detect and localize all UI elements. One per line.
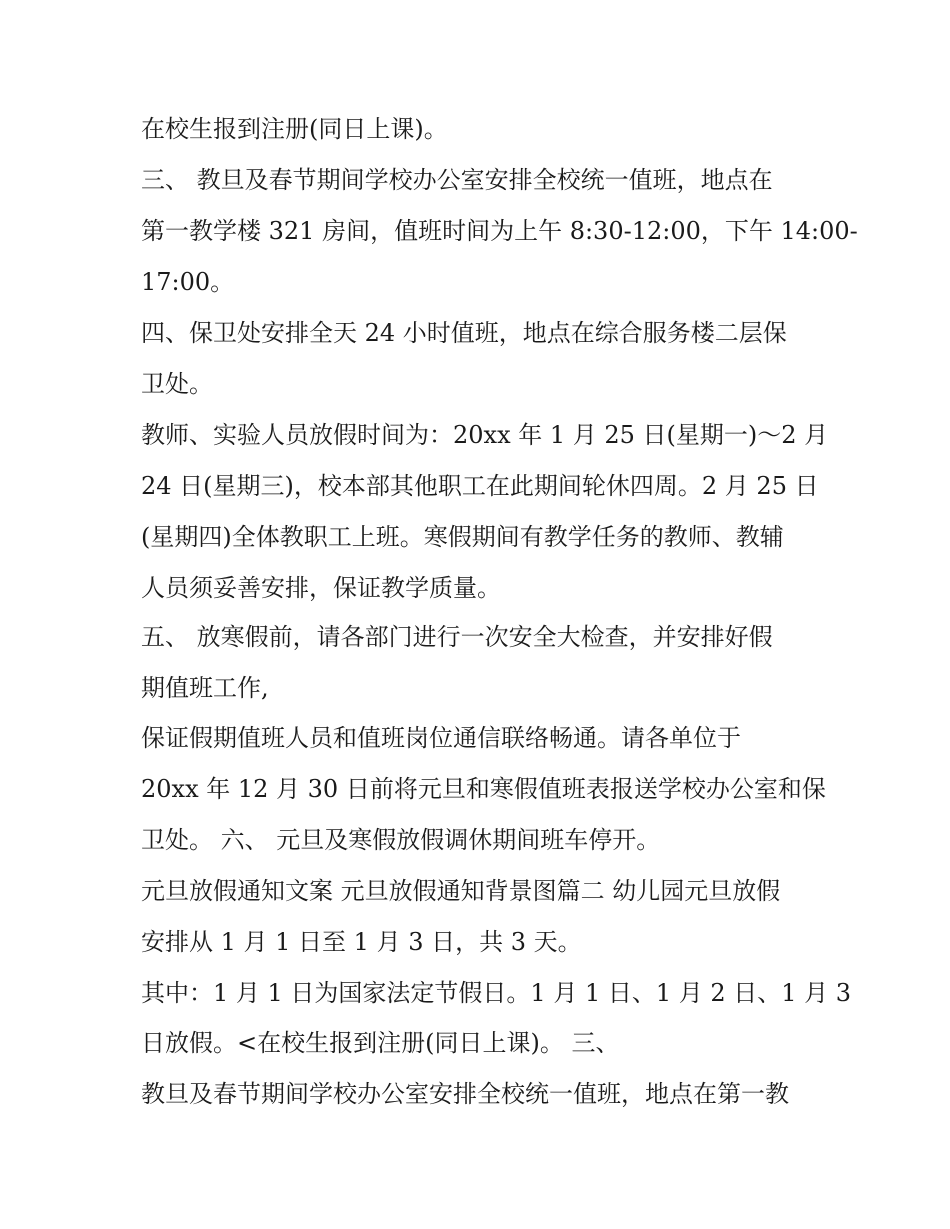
text-line: 24 日(星期三)，校本部其他职工在此期间轮休四周。2 月 25 日	[141, 472, 819, 500]
text-line: (星期四)全体教职工上班。寒假期间有教学任务的教师、教辅	[141, 523, 784, 551]
text-line: 17:00。	[141, 268, 235, 296]
text-line: 教旦及春节期间学校办公室安排全校统一值班，地点在第一教	[141, 1080, 789, 1108]
text-line: 安排从 1 月 1 日至 1 月 3 日，共 3 天。	[141, 928, 582, 956]
text-line: 卫处。 六、 元旦及寒假放假调休期间班车停开。	[141, 826, 661, 854]
text-line: 卫处。	[141, 370, 213, 398]
text-line: 元旦放假通知文案 元旦放假通知背景图篇二 幼儿园元旦放假	[141, 877, 781, 905]
text-line: 第一教学楼 321 房间，值班时间为上午 8:30-12:00，下午 14:00-	[141, 217, 858, 245]
text-line: 20xx 年 12 月 30 日前将元旦和寒假值班表报送学校办公室和保	[141, 775, 826, 803]
text-line: 日放假。<在校生报到注册(同日上课)。 三、	[141, 1029, 620, 1057]
text-line: 期值班工作,	[141, 674, 269, 702]
text-line: 三、 教旦及春节期间学校办公室安排全校统一值班，地点在	[141, 166, 773, 194]
text-line: 在校生报到注册(同日上课)。	[141, 115, 448, 143]
text-line: 教师、实验人员放假时间为：20xx 年 1 月 25 日(星期一)～2 月	[141, 421, 829, 449]
text-line: 人员须妥善安排，保证教学质量。	[141, 574, 501, 602]
text-line: 四、保卫处安排全天 24 小时值班，地点在综合服务楼二层保	[141, 319, 787, 347]
text-line: 其中：1 月 1 日为国家法定节假日。1 月 1 日、1 月 2 日、1 月 3	[141, 979, 852, 1007]
text-line: 五、 放寒假前，请各部门进行一次安全大检查，并安排好假	[141, 623, 773, 651]
text-line: 保证假期值班人员和值班岗位通信联络畅通。请各单位于	[141, 724, 741, 752]
